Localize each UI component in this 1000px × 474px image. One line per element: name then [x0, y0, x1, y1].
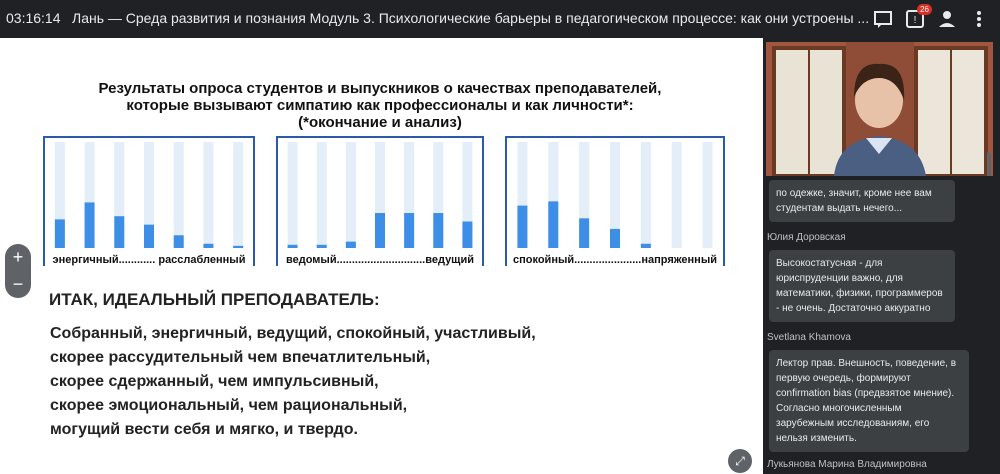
- chart-bar-track: [641, 142, 651, 248]
- chart-plot: [45, 138, 253, 248]
- chart-bar: [462, 222, 472, 249]
- body-line: могущий вести себя и мягко, и твердо.: [50, 421, 358, 438]
- chart-bar-track: [288, 142, 298, 248]
- chart-bar: [375, 213, 385, 248]
- chart-axis-label: энергичный............ расслабленный: [45, 254, 253, 266]
- chart-plot: [507, 138, 723, 248]
- chart-bar-track: [672, 142, 682, 248]
- chart-bar: [114, 216, 124, 248]
- body-line: скорее эмоциональный, чем рациональный,: [50, 397, 408, 414]
- slide-title: [40, 80, 720, 131]
- top-bar: [0, 0, 1000, 38]
- notification-badge: 26: [917, 4, 932, 15]
- slide-title-line: (*окончание и анализ): [298, 114, 462, 131]
- chat-message-text: Лектор прав. Внешность, поведение, в первую очередь, формируют confirmation bias (предвзятое мнение). Согласно многочисленным зарубежным исследованиям, его нельзя изменить.: [776, 358, 957, 444]
- chart-bar: [346, 242, 356, 248]
- chart-bar: [174, 235, 184, 248]
- chat-message: [769, 180, 955, 222]
- raise-hand-icon[interactable]: [904, 5, 929, 30]
- chart-led-leading: [276, 136, 484, 266]
- chat-sender: Юлия Доровская: [767, 232, 846, 243]
- chart-bar: [55, 219, 65, 248]
- person-icon[interactable]: [936, 8, 958, 30]
- chart-axis-label: спокойный......................напряженный: [507, 254, 723, 266]
- chart-calm-tense: [505, 136, 725, 266]
- slide-title-line: которые вызывают симпатию как профессионалы и как личности*:: [126, 97, 634, 114]
- zoom-control: [5, 244, 31, 298]
- fullscreen-button[interactable]: [728, 449, 752, 473]
- chat-sender: Svetlana Khamova: [767, 332, 851, 343]
- chart-bar-track: [233, 142, 243, 248]
- speaker-video: [766, 42, 993, 176]
- speaker-video-frame: [766, 42, 993, 176]
- chart-bar: [517, 206, 527, 248]
- more-vert-icon[interactable]: [968, 8, 990, 30]
- body-line: Собранный, энергичный, ведущий, спокойный, участливый,: [50, 325, 536, 342]
- chart-bar: [433, 213, 443, 248]
- chart-bar: [610, 229, 620, 248]
- chat-message: [769, 350, 969, 452]
- chart-bar: [85, 202, 95, 248]
- chart-bar: [317, 245, 327, 248]
- chart-bar-track: [317, 142, 327, 248]
- chart-energetic-relaxed: [43, 136, 255, 266]
- chat-message: [769, 250, 955, 322]
- slide-body: [50, 322, 536, 442]
- chart-bar-track: [346, 142, 356, 248]
- chart-bar-track: [703, 142, 713, 248]
- chat-message-text: Высокостатусная - для юриспруденции важно, для математики, физики, программеров - не очень. Достаточно аккуратно: [776, 258, 943, 314]
- chart-bar: [548, 201, 558, 248]
- chart-bar: [288, 245, 298, 248]
- chart-bar-track: [174, 142, 184, 248]
- chart-bar: [203, 244, 213, 248]
- chat-sidebar: [763, 38, 1000, 474]
- chart-axis-label: ведомый.............................ведущий: [278, 254, 482, 266]
- zoom-in-button[interactable]: +: [12, 247, 24, 267]
- window-title: Лань — Среда развития и познания Модуль 3. Психологические барьеры в педагогическом процессе: как они устроены ...: [72, 10, 870, 26]
- chat-icon[interactable]: [872, 8, 894, 30]
- zoom-out-button[interactable]: −: [12, 274, 24, 294]
- presentation-slide: [0, 38, 763, 474]
- chart-bar: [641, 244, 651, 248]
- chart-bar-track: [203, 142, 213, 248]
- svg-text:!: !: [913, 15, 917, 26]
- body-line: скорее сдержанный, чем импульсивный,: [50, 373, 379, 390]
- chat-sender: Лукьянова Марина Владимировна: [767, 459, 927, 470]
- clock: 03:16:14: [6, 10, 61, 26]
- slide-subheading: ИТАК, ИДЕАЛЬНЫЙ ПРЕПОДАВАТЕЛЬ:: [49, 290, 380, 309]
- slide-title-line: Результаты опроса студентов и выпускников о качествах преподавателей,: [98, 80, 662, 97]
- chart-plot: [278, 138, 482, 248]
- chat-message-text: по одежке, значит, кроме нее вам студентам выдать нечего...: [776, 188, 932, 214]
- body-line: скорее рассудительный чем впечатлительный,: [50, 349, 431, 366]
- expand-icon: ⤢: [735, 454, 745, 468]
- sidebar-scrollbar[interactable]: [987, 152, 991, 176]
- chart-bar: [233, 246, 243, 248]
- chart-bar: [404, 213, 414, 248]
- chart-bar: [144, 225, 154, 248]
- chart-bar: [579, 218, 589, 248]
